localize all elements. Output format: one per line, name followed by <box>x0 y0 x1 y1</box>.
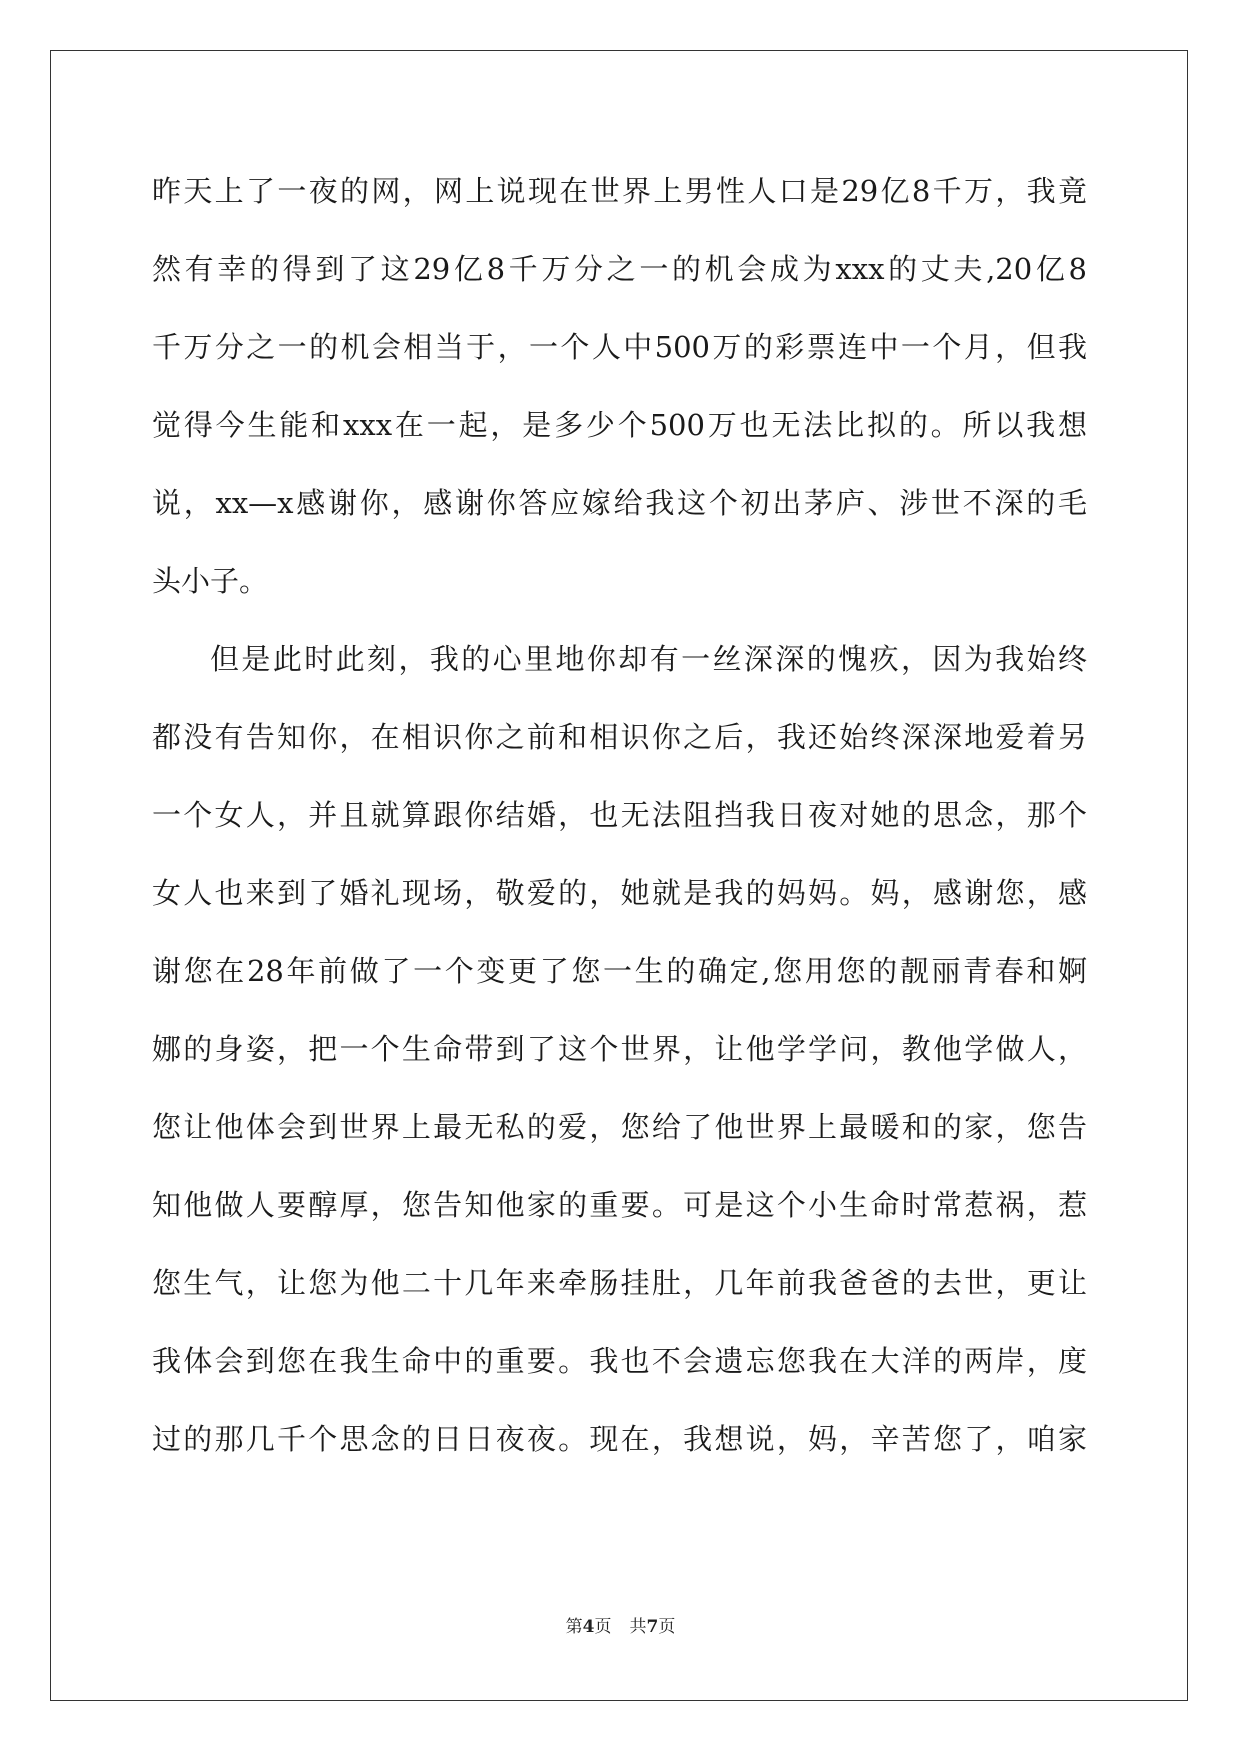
footer-page-number: 4 <box>582 1617 595 1637</box>
text-line: 然有幸的得到了这29亿8千万分之一的机会成为xxx的丈夫,20亿8 <box>152 252 1087 286</box>
text-line: 知他做人要醇厚，您告知他家的重要。可是这个小生命时常惹祸，惹 <box>152 1188 1087 1222</box>
text-line: 昨天上了一夜的网，网上说现在世界上男性人口是29亿8千万，我竟 <box>152 174 1087 208</box>
text-line: 过的那几千个思念的日日夜夜。现在，我想说，妈，辛苦您了，咱家 <box>152 1422 1087 1456</box>
text-line: 头小子。 <box>152 564 269 598</box>
text-line: 女人也来到了婚礼现场，敬爱的，她就是我的妈妈。妈，感谢您，感 <box>152 876 1087 910</box>
text-line: 觉得今生能和xxx在一起，是多少个500万也无法比拟的。所以我想 <box>152 408 1087 442</box>
text-line: 娜的身姿，把一个生命带到了这个世界，让他学学问，教他学做人， <box>152 1032 1087 1066</box>
text-line: 都没有告知你，在相识你之前和相识你之后，我还始终深深地爱着另 <box>152 720 1087 754</box>
text-line: 您生气，让您为他二十几年来牵肠挂肚，几年前我爸爸的去世，更让 <box>152 1266 1087 1300</box>
text-line: 谢您在28年前做了一个变更了您一生的确定,您用您的靓丽青春和婀 <box>152 954 1087 988</box>
footer-total-prefix: 共 <box>629 1617 647 1637</box>
text-line: 一个女人，并且就算跟你结婚，也无法阻挡我日夜对她的思念，那个 <box>152 798 1087 832</box>
paragraph-first-line: 但是此时此刻，我的心里地你却有一丝深深的愧疚，因为我始终 <box>210 642 1087 676</box>
text-line: 说，xx—x感谢你，感谢你答应嫁给我这个初出茅庐、涉世不深的毛 <box>152 486 1087 520</box>
footer-total-suffix: 页 <box>658 1617 676 1637</box>
footer-page-prefix: 第 <box>565 1617 583 1637</box>
text-line: 您让他体会到世界上最无私的爱，您给了他世界上最暖和的家，您告 <box>152 1110 1087 1144</box>
document-body <box>152 152 1087 1478</box>
footer-total-pages: 7 <box>646 1617 659 1637</box>
text-line: 千万分之一的机会相当于，一个人中500万的彩票连中一个月，但我 <box>152 330 1087 364</box>
footer-page-suffix: 页 <box>594 1617 612 1637</box>
text-line: 我体会到您在我生命中的重要。我也不会遗忘您我在大洋的两岸，度 <box>152 1344 1087 1378</box>
page-footer <box>0 1612 1241 1637</box>
